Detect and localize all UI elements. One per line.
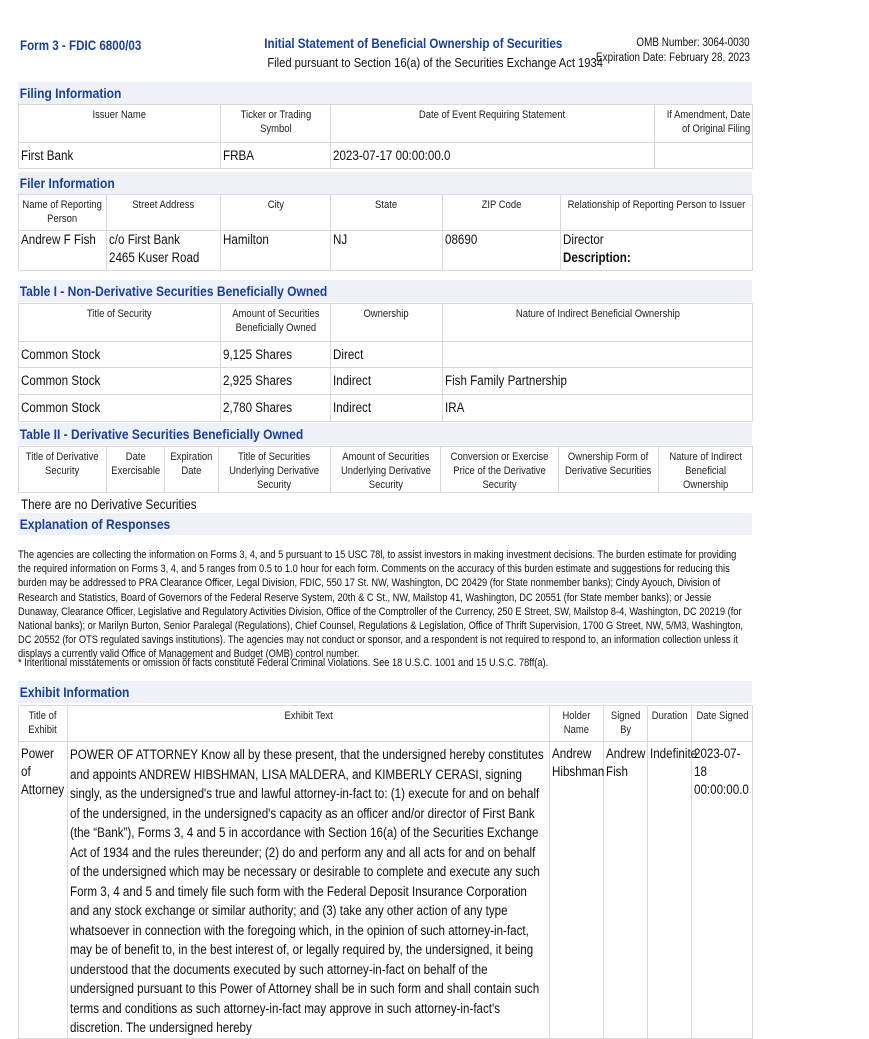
- no-derivatives-message: There are no Derivative Securities: [20, 496, 197, 512]
- derivative-table: [18, 446, 753, 517]
- exhibit-text: POWER OF ATTORNEY Know all by these present, that the undersigned hereby constitutes and appoints ANDREW HIBSHMAN, LISA MALDERA, and KIMBERLY CERASI, signing singly, as the undersigned's true and lawful attorney-in-fact to: (1) execute for and on behalf of the undersigned, in the undersigned's capacity as an officer and/or director of First Bank (the “Bank”), Forms 3, 4 and 5 in accordance with Section 16(a) of the Securities Exchange Act of 1934 and the rules thereunder; (2) do and perform any and all acts for and on behalf of the undersigned which may be necessary or desirable to complete and execute any such Form 3, 4 and 5 and timely file such form with the Federal Deposit Insurance Corporation and any stock exchange or similar authority; and (3) take any other action of any type whatsoever in connection with the foregoing which, in the opinion of such attorney-in-fact, may be of benefit to, in the best interest of, or legally required by, the undersigned, it being understood that the documents executed by such attorney-in-fact on behalf of the undersigned pursuant to this Power of Attorney shall be in such form and shall contain such terms and conditions as such attorney-in-fact may approve in such attorney-in-fact's discretion. The undersigned hereby: [68, 742, 550, 1039]
- expiration-date: Expiration Date: February 28, 2023: [596, 52, 750, 64]
- table-row: Common Stock 2,780 Shares Indirect IRA: [19, 395, 753, 422]
- date-signed: 2023-07-18 00:00:00.0: [692, 742, 753, 1039]
- amendment-date: [655, 143, 753, 169]
- state: NJ: [331, 231, 443, 271]
- table-row: Common Stock 2,925 Shares Indirect Fish Family Partnership: [19, 368, 753, 395]
- zip-code: 08690: [443, 231, 561, 271]
- col-holder-name: Holder Name: [550, 706, 604, 742]
- col-exhibit-title: Title of Exhibit: [19, 706, 68, 742]
- col-event-date: Date of Event Requiring Statement: [331, 105, 655, 143]
- col-title-of-security: Title of Security: [19, 304, 221, 342]
- event-date: 2023-07-17 00:00:00.0: [331, 143, 655, 169]
- form-subtitle: Filed pursuant to Section 16(a) of the Securities Exchange Act 1934: [267, 55, 603, 70]
- col-amount-owned: Amount of Securities Beneficially Owned: [221, 304, 331, 342]
- description-label: Description:: [563, 250, 631, 265]
- issuer-name: First Bank: [19, 143, 221, 169]
- form-header: [20, 36, 750, 76]
- col-date-exercisable: Date Exercisable: [107, 447, 165, 493]
- table2-section-title: Table II - Derivative Securities Beneficially Owned: [18, 423, 752, 445]
- col-exhibit-text: Exhibit Text: [68, 706, 550, 742]
- criminal-violations-note: * Intentional misstatements or omission of facts constitute Federal Criminal Violations. See 18 U.S.C. 1001 and 15 U.S.C. 78ff(a).: [18, 657, 549, 669]
- col-ticker: Ticker or Trading Symbol: [221, 105, 331, 143]
- col-issuer-name: Issuer Name: [19, 105, 221, 143]
- explanation-text: The agencies are collecting the information on Forms 3, 4, and 5 pursuant to 15 USC 78l, to assist investors in making investment decisions. The burden estimate for providing the required information on Forms 3, 4, and 5 ranges from 0.5 to 1.0 hour for each form. Comments on the accuracy of this burden estimate and suggestions for reducing this burden may be addressed to PRA Clearance Officer, Legal Division, FDIC, 550 17 St. NW, Washington, DC 20429 (for State nonmember banks); Cindy Ayouch, Division of Research and Statistics, Board of Governors of the Federal Reserve System, 20th & C St., NW, Mailstop 41, Washington, DC 20551 (for State member banks); or Jessie Dunaway, Clearance Officer, Legislative and Regulatory Activities Division, Office of the Comptroller of the Currency, 250 E Street, SW, Mailstop 8-4, Washington, DC 20219 (for National banks); or Marilyn Burton, Senior Paralegal (Regulations), Chief Counsel, Regulations & Legislation, Office of Thrift Supervision, 1700 G Street, NW, 5/M3, Washington, DC 20552 (for OTS regulated savings institutions). The agencies may not conduct or sponsor, and a respondent is not required to respond to, an information collection unless it displays a currently valid Office of Management and Budget (OMB) control number.: [18, 549, 743, 661]
- form-title: Initial Statement of Beneficial Ownership of Securities: [264, 36, 563, 51]
- city: Hamilton: [221, 231, 331, 271]
- exhibit-section-title: Exhibit Information: [18, 681, 752, 703]
- col-indirect-ownership: Nature of Indirect Beneficial Ownership: [443, 304, 753, 342]
- col-conversion-price: Conversion or Exercise Price of the Derivative Security: [441, 447, 559, 493]
- exhibit-table: [18, 705, 753, 1039]
- col-date-signed: Date Signed: [692, 706, 753, 742]
- omb-number: OMB Number: 3064-0030: [636, 37, 750, 49]
- col-expiration-date: Expiration Date: [165, 447, 219, 493]
- holder-name: Andrew Hibshman: [550, 742, 604, 1039]
- col-duration: Duration: [648, 706, 692, 742]
- form-title-block: [240, 36, 603, 70]
- exhibit-title: Power of Attorney: [19, 742, 68, 1039]
- form-id: Form 3 - FDIC 6800/03: [20, 38, 142, 53]
- col-underlying-amount: Amount of Securities Underlying Derivative Security: [331, 447, 441, 493]
- col-state: State: [331, 195, 443, 231]
- signed-by: Andrew Fish: [604, 742, 648, 1039]
- relationship: Director Description:: [561, 231, 753, 271]
- table1-section-title: Table I - Non-Derivative Securities Beneficially Owned: [18, 280, 752, 302]
- street-address: c/o First Bank 2465 Kuser Road: [107, 231, 221, 271]
- reporting-person-name: Andrew F Fish: [19, 231, 107, 271]
- omb-info: [571, 36, 750, 66]
- col-underlying-title: Title of Securities Underlying Derivative Security: [219, 447, 331, 493]
- col-ownership-form: Ownership Form of Derivative Securities: [559, 447, 659, 493]
- non-derivative-table: [18, 303, 753, 422]
- col-relationship: Relationship of Reporting Person to Issuer: [561, 195, 753, 231]
- filer-section-title: Filer Information: [18, 172, 752, 194]
- col-signed-by: Signed By: [604, 706, 648, 742]
- col-zip: ZIP Code: [443, 195, 561, 231]
- duration: Indefinite: [648, 742, 692, 1039]
- filing-table: [18, 104, 753, 169]
- col-street: Street Address: [107, 195, 221, 231]
- col-derivative-title: Title of Derivative Security: [19, 447, 107, 493]
- col-ownership: Ownership: [331, 304, 443, 342]
- col-indirect-nature: Nature of Indirect Beneficial Ownership: [659, 447, 753, 493]
- col-reporting-person: Name of Reporting Person: [19, 195, 107, 231]
- col-amendment-date: If Amendment, Date of Original Filing: [655, 105, 753, 143]
- filing-section-title: Filing Information: [18, 82, 752, 104]
- ticker-symbol: FRBA: [221, 143, 331, 169]
- col-city: City: [221, 195, 331, 231]
- explanation-section-title: Explanation of Responses: [18, 513, 752, 535]
- filer-table: [18, 194, 753, 271]
- table-row: Common Stock 9,125 Shares Direct: [19, 342, 753, 368]
